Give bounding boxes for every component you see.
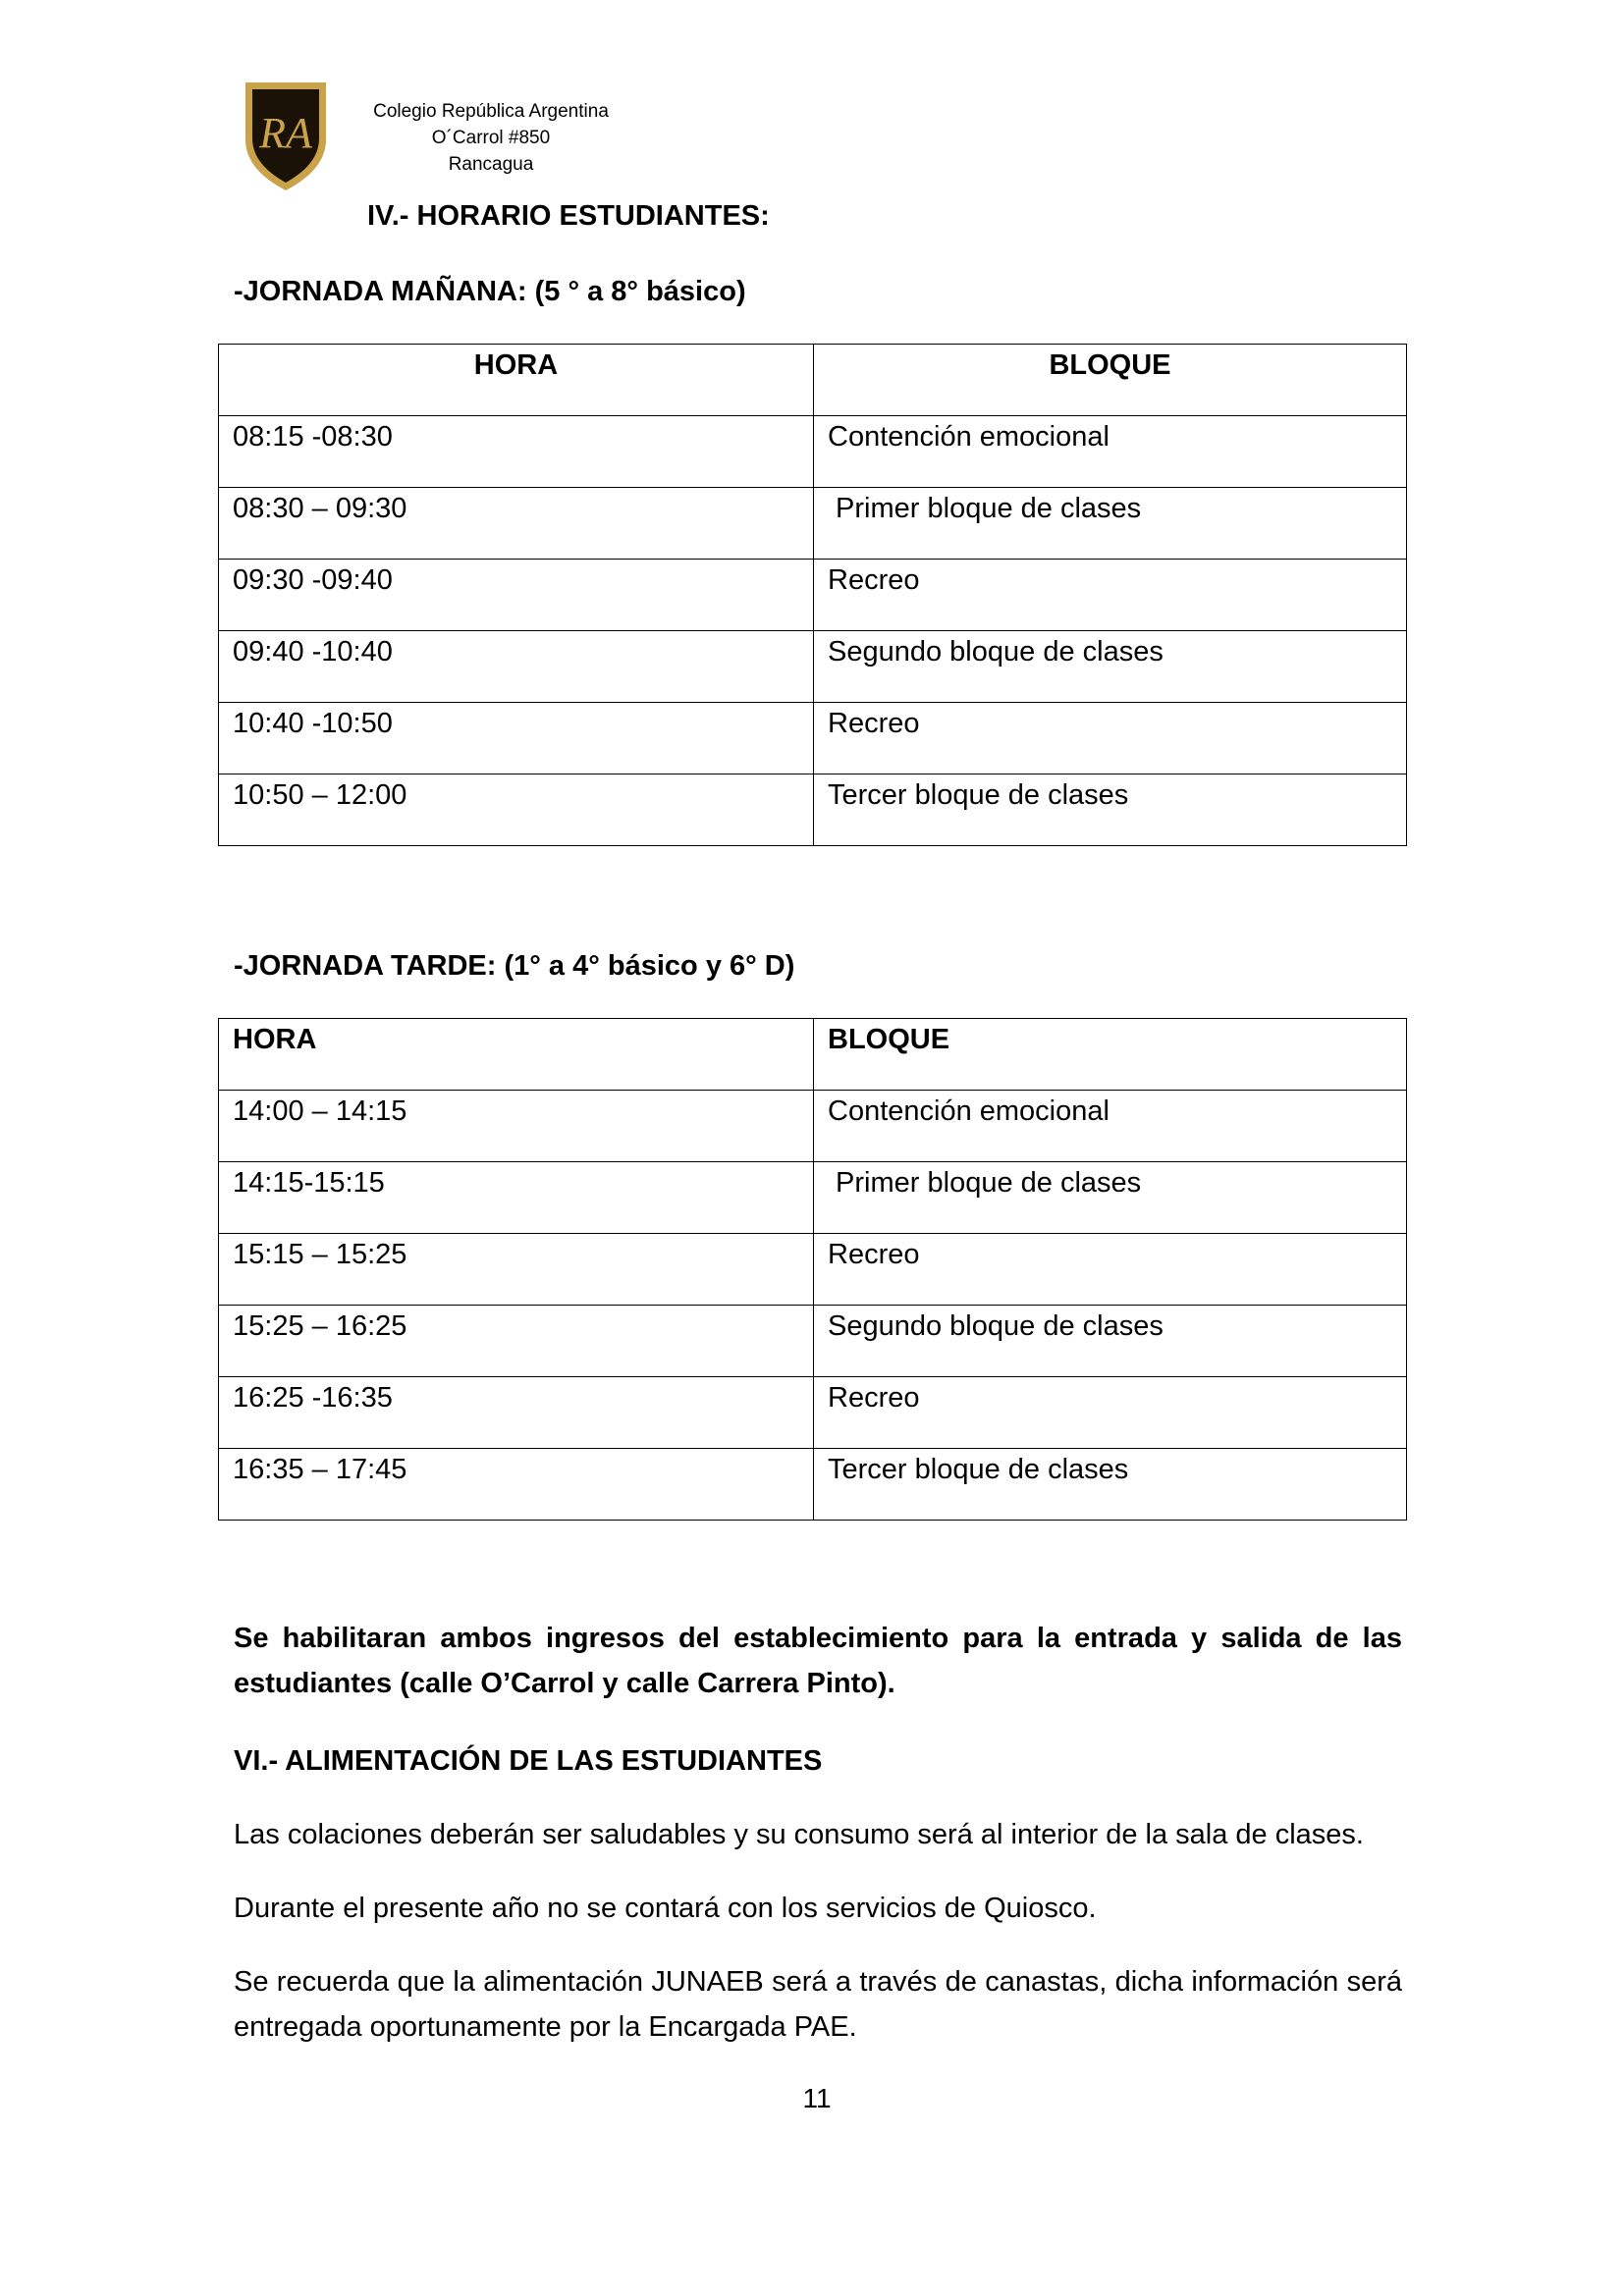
bloque-cell: Segundo bloque de clases — [814, 631, 1407, 703]
afternoon-heading: -JORNADA TARDE: (1° a 4° básico y 6° D) — [234, 950, 795, 982]
col-hora-header: HORA — [219, 345, 814, 416]
bloque-cell: Contención emocional — [814, 416, 1407, 488]
table-header-row — [219, 345, 1407, 416]
school-name: Colegio República Argentina — [373, 101, 609, 122]
bloque-cell: Primer bloque de clases — [814, 488, 1407, 560]
table-header-row — [219, 1019, 1407, 1091]
hora-cell: 09:40 -10:40 — [219, 631, 814, 703]
hora-cell: 08:30 – 09:30 — [219, 488, 814, 560]
afternoon-schedule-table — [218, 1018, 1407, 1521]
entrance-notice: Se habilitaran ambos ingresos del establecimiento para la entrada y salida de las estudiantes (calle O’Carrol y calle Carrera Pinto). — [234, 1623, 1402, 1699]
bloque-cell: Tercer bloque de clases — [814, 774, 1407, 846]
bloque-cell: Primer bloque de clases — [814, 1162, 1407, 1234]
morning-schedule-table — [218, 344, 1407, 846]
hora-cell: 10:40 -10:50 — [219, 703, 814, 774]
table-row — [219, 560, 1407, 631]
hora-cell: 14:00 – 14:15 — [219, 1091, 814, 1162]
table-row — [219, 1377, 1407, 1449]
table-row — [219, 631, 1407, 703]
paragraph-quiosco: Durante el presente año no se contará con los servicios de Quiosco. — [234, 1893, 1097, 1924]
page-number: 11 — [802, 2083, 832, 2113]
table-row — [219, 488, 1407, 560]
bloque-cell: Recreo — [814, 703, 1407, 774]
morning-heading: -JORNADA MAÑANA: (5 ° a 8° básico) — [234, 276, 746, 307]
hora-cell: 10:50 – 12:00 — [219, 774, 814, 846]
bloque-cell: Recreo — [814, 1377, 1407, 1449]
col-bloque-header: BLOQUE — [814, 345, 1407, 416]
hora-cell: 15:25 – 16:25 — [219, 1306, 814, 1377]
bloque-cell: Contención emocional — [814, 1091, 1407, 1162]
school-header — [334, 98, 648, 178]
bloque-cell: Segundo bloque de clases — [814, 1306, 1407, 1377]
paragraph-colaciones: Las colaciones deberán ser saludables y su consumo será al interior de la sala de clases. — [234, 1819, 1364, 1850]
table-row — [219, 703, 1407, 774]
bloque-cell: Tercer bloque de clases — [814, 1449, 1407, 1521]
section6-title: VI.- ALIMENTACIÓN DE LAS ESTUDIANTES — [234, 1745, 823, 1777]
table-row — [219, 1091, 1407, 1162]
school-logo — [242, 79, 330, 194]
hora-cell: 16:25 -16:35 — [219, 1377, 814, 1449]
paragraph-junaeb: Se recuerda que la alimentación JUNAEB será a través de canastas, dicha información será entregada oportunamente por la Encargada PAE. — [234, 1966, 1402, 2043]
bloque-cell: Recreo — [814, 1234, 1407, 1306]
bloque-cell: Recreo — [814, 560, 1407, 631]
logo-monogram: RA — [259, 109, 312, 157]
col-hora-header: HORA — [219, 1019, 814, 1091]
school-address: O´Carrol #850 — [431, 128, 551, 148]
table-row — [219, 1234, 1407, 1306]
hora-cell: 14:15-15:15 — [219, 1162, 814, 1234]
table-row — [219, 416, 1407, 488]
hora-cell: 08:15 -08:30 — [219, 416, 814, 488]
hora-cell: 09:30 -09:40 — [219, 560, 814, 631]
col-bloque-header: BLOQUE — [814, 1019, 1407, 1091]
school-city: Rancagua — [448, 154, 534, 175]
section-title: IV.- HORARIO ESTUDIANTES: — [367, 200, 770, 232]
table-row — [219, 774, 1407, 846]
table-row — [219, 1449, 1407, 1521]
hora-cell: 15:15 – 15:25 — [219, 1234, 814, 1306]
table-row — [219, 1162, 1407, 1234]
hora-cell: 16:35 – 17:45 — [219, 1449, 814, 1521]
table-row — [219, 1306, 1407, 1377]
